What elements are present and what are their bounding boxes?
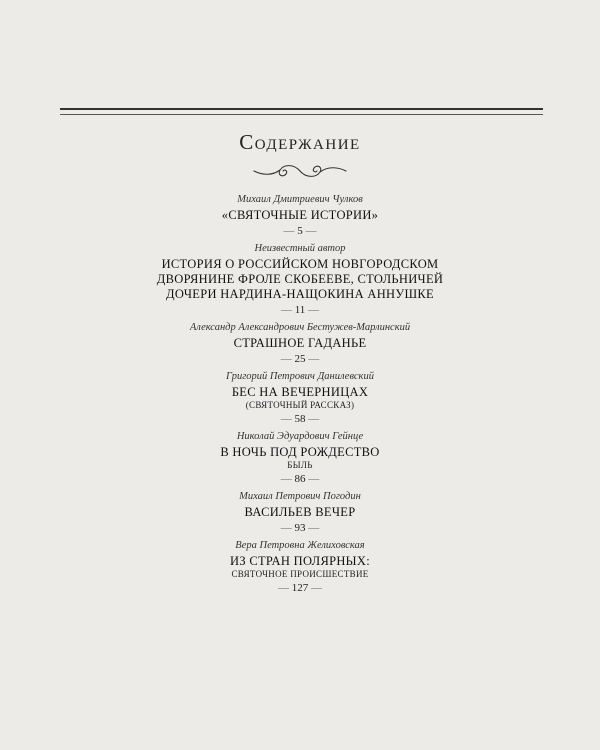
toc-entry[interactable]	[0, 192, 600, 239]
entry-title: ИСТОРИЯ О РОССИЙСКОМ НОВГОРОДСКОМ	[161, 257, 439, 271]
toc-entry[interactable]	[0, 489, 600, 536]
entry-author: Михаил Петрович Погодин	[239, 491, 361, 502]
entry-page-number: — 93 —	[280, 522, 320, 534]
page-number: 86	[294, 473, 306, 485]
entry-title: В НОЧЬ ПОД РОЖДЕСТВО	[220, 445, 380, 459]
entry-title: ИЗ СТРАН ПОЛЯРНЫХ:	[230, 554, 370, 568]
entry-author: Александр Александрович Бестужев-Марлинский	[189, 322, 411, 333]
entry-author: Николай Эдуардович Гейнце	[236, 431, 364, 442]
entry-page-number: — 25 —	[280, 353, 320, 365]
entry-title: БЕС НА ВЕЧЕРНИЦАХ	[231, 385, 369, 399]
page-title: Содержание	[239, 130, 361, 154]
flourish-ornament-icon	[250, 160, 350, 182]
toc-entry[interactable]	[0, 320, 600, 367]
entry-author: Неизвестный автор	[254, 243, 346, 254]
toc-entry[interactable]	[0, 241, 600, 318]
entry-page-number: — 127 —	[278, 582, 322, 594]
entry-title: «СВЯТОЧНЫЕ ИСТОРИИ»	[221, 208, 379, 222]
entry-title: СТРАШНОЕ ГАДАНЬЕ	[233, 336, 367, 350]
entry-title: ДВОРЯНИНЕ ФРОЛЕ СКОБЕЕВЕ, СТОЛЬНИЧЕЙ	[156, 272, 444, 286]
entry-subtitle: БЫЛЬ	[287, 460, 313, 470]
entry-page-number: — 11 —	[280, 304, 320, 316]
table-of-contents	[0, 192, 600, 598]
page-number: 58	[294, 413, 306, 425]
page-number: 25	[294, 353, 306, 365]
entry-author: Михаил Дмитриевич Чулков	[237, 194, 363, 205]
page-number: 5	[297, 225, 303, 237]
entry-author: Григорий Петрович Данилевский	[226, 371, 374, 382]
toc-entry[interactable]	[0, 538, 600, 596]
page-number: 93	[294, 522, 306, 534]
entry-subtitle: (СВЯТОЧНЫЙ РАССКАЗ)	[245, 400, 355, 410]
entry-title: ДОЧЕРИ НАРДИНА-НАЩОКИНА АННУШКЕ	[166, 287, 434, 301]
entry-title: ВАСИЛЬЕВ ВЕЧЕР	[244, 505, 356, 519]
toc-entry[interactable]	[0, 369, 600, 427]
entry-author: Вера Петровна Желиховская	[235, 540, 365, 551]
toc-entry[interactable]	[0, 429, 600, 487]
entry-subtitle: СВЯТОЧНОЕ ПРОИСШЕСТВИЕ	[231, 569, 369, 579]
top-rule	[60, 108, 543, 115]
page-number: 127	[291, 582, 309, 594]
entry-page-number: — 58 —	[280, 413, 320, 425]
entry-page-number: — 5 —	[283, 225, 317, 237]
entry-page-number: — 86 —	[280, 473, 320, 485]
page-number: 11	[294, 304, 306, 316]
